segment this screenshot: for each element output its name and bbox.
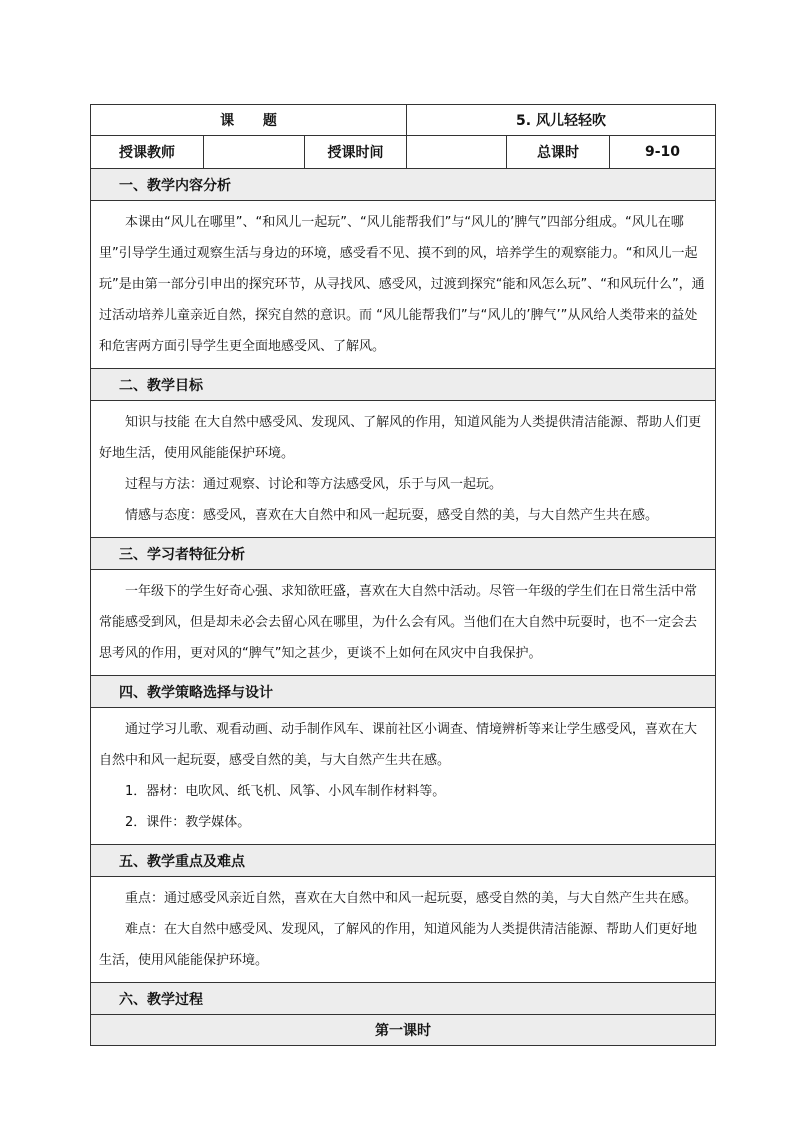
section-title: 一、教学内容分析 [91,169,716,201]
time-value [407,136,507,169]
section-heading-process [91,983,716,1015]
teacher-label: 授课教师 [91,136,204,169]
section-heading-objectives [91,369,716,401]
section-body-learner-analysis [91,570,716,676]
section-heading-key-points [91,845,716,877]
topic-label: 课 题 [91,105,407,136]
paragraph: 难点：在大自然中感受风、发现风，了解风的作用，知道风能为人类提供清洁能源、帮助人们更好地生活，使用风能能保护环境。 [99,922,698,968]
section-heading-learner-analysis [91,538,716,570]
lesson-plan-table-container [90,104,715,1046]
section-subheading-row [91,1015,716,1046]
section-text-cell [91,708,716,845]
section-title: 三、学习者特征分析 [91,538,716,570]
paragraph: 1．器材：电吹风、纸飞机、风筝、小风车制作材料等。 [125,784,446,799]
section-title: 五、教学重点及难点 [91,845,716,877]
meta-row [91,136,716,169]
paragraph: 通过学习儿歌、观看动画、动手制作风车、课前社区小调查、情境辨析等来让学生感受风，喜欢在大自然中和风一起玩耍，感受自然的美，与大自然产生共在感。 [99,722,698,768]
section-title: 二、教学目标 [91,369,716,401]
section-text-cell [91,570,716,676]
paragraph: 过程与方法：通过观察、讨论和等方法感受风，乐于与风一起玩。 [125,477,503,492]
paragraph: 一年级下的学生好奇心强、求知欲旺盛，喜欢在大自然中活动。尽管一年级的学生们在日常生活中常常能感受到风，但是却未必会去留心风在哪里，为什么会有风。当他们在大自然中玩耍时，也不一定会去思考风的作用，更对风的“脾气”知之甚少，更谈不上如何在风灾中自我保护。 [99,584,698,661]
section-text-cell [91,201,716,369]
section-text-cell [91,877,716,983]
section-heading-strategy [91,676,716,708]
lesson-plan-table [90,104,716,1046]
section-text-cell [91,401,716,538]
time-label: 授课时间 [305,136,407,169]
topic-value: 5. 风儿轻轻吹 [407,105,716,136]
paragraph: 重点：通过感受风亲近自然，喜欢在大自然中和风一起玩耍，感受自然的美，与大自然产生共在感。 [125,891,698,906]
teacher-value [204,136,305,169]
section-body-objectives [91,401,716,538]
hours-label: 总课时 [507,136,610,169]
section-body-strategy [91,708,716,845]
paragraph: 知识与技能 在大自然中感受风、发现风、了解风的作用，知道风能为人类提供清洁能源、帮助人们更好地生活，使用风能能保护环境。 [99,415,702,461]
hours-value: 9-10 [610,136,716,169]
paragraph: 本课由“风儿在哪里”、“和风儿一起玩”、“风儿能帮我们”与“风儿的’脾气”四部分组成。“风儿在哪里”引导学生通过观察生活与身边的环境，感受看不见、摸不到的风，培养学生的观察能力。“和风儿一起玩”是由第一部分引申出的探究环节，从寻找风、感受风，过渡到探究“能和风怎么玩”、“和风玩什么”，通过活动培养儿童亲近自然，探究自然的意识。而 “风儿能帮我们”与“风儿的’脾气’”从风给人类带来的益处和危害两方面引导学生更全面地感受风、了解风。 [99,215,705,354]
section-heading-content-analysis [91,169,716,201]
paragraph: 情感与态度：感受风，喜欢在大自然中和风一起玩耍，感受自然的美，与大自然产生共在感。 [125,508,659,523]
section-title: 六、教学过程 [91,983,716,1015]
first-lesson-heading: 第一课时 [91,1015,716,1046]
section-body-content-analysis [91,201,716,369]
section-title: 四、教学策略选择与设计 [91,676,716,708]
section-body-key-points [91,877,716,983]
topic-row [91,105,716,136]
paragraph: 2．课件：教学媒体。 [125,815,251,830]
